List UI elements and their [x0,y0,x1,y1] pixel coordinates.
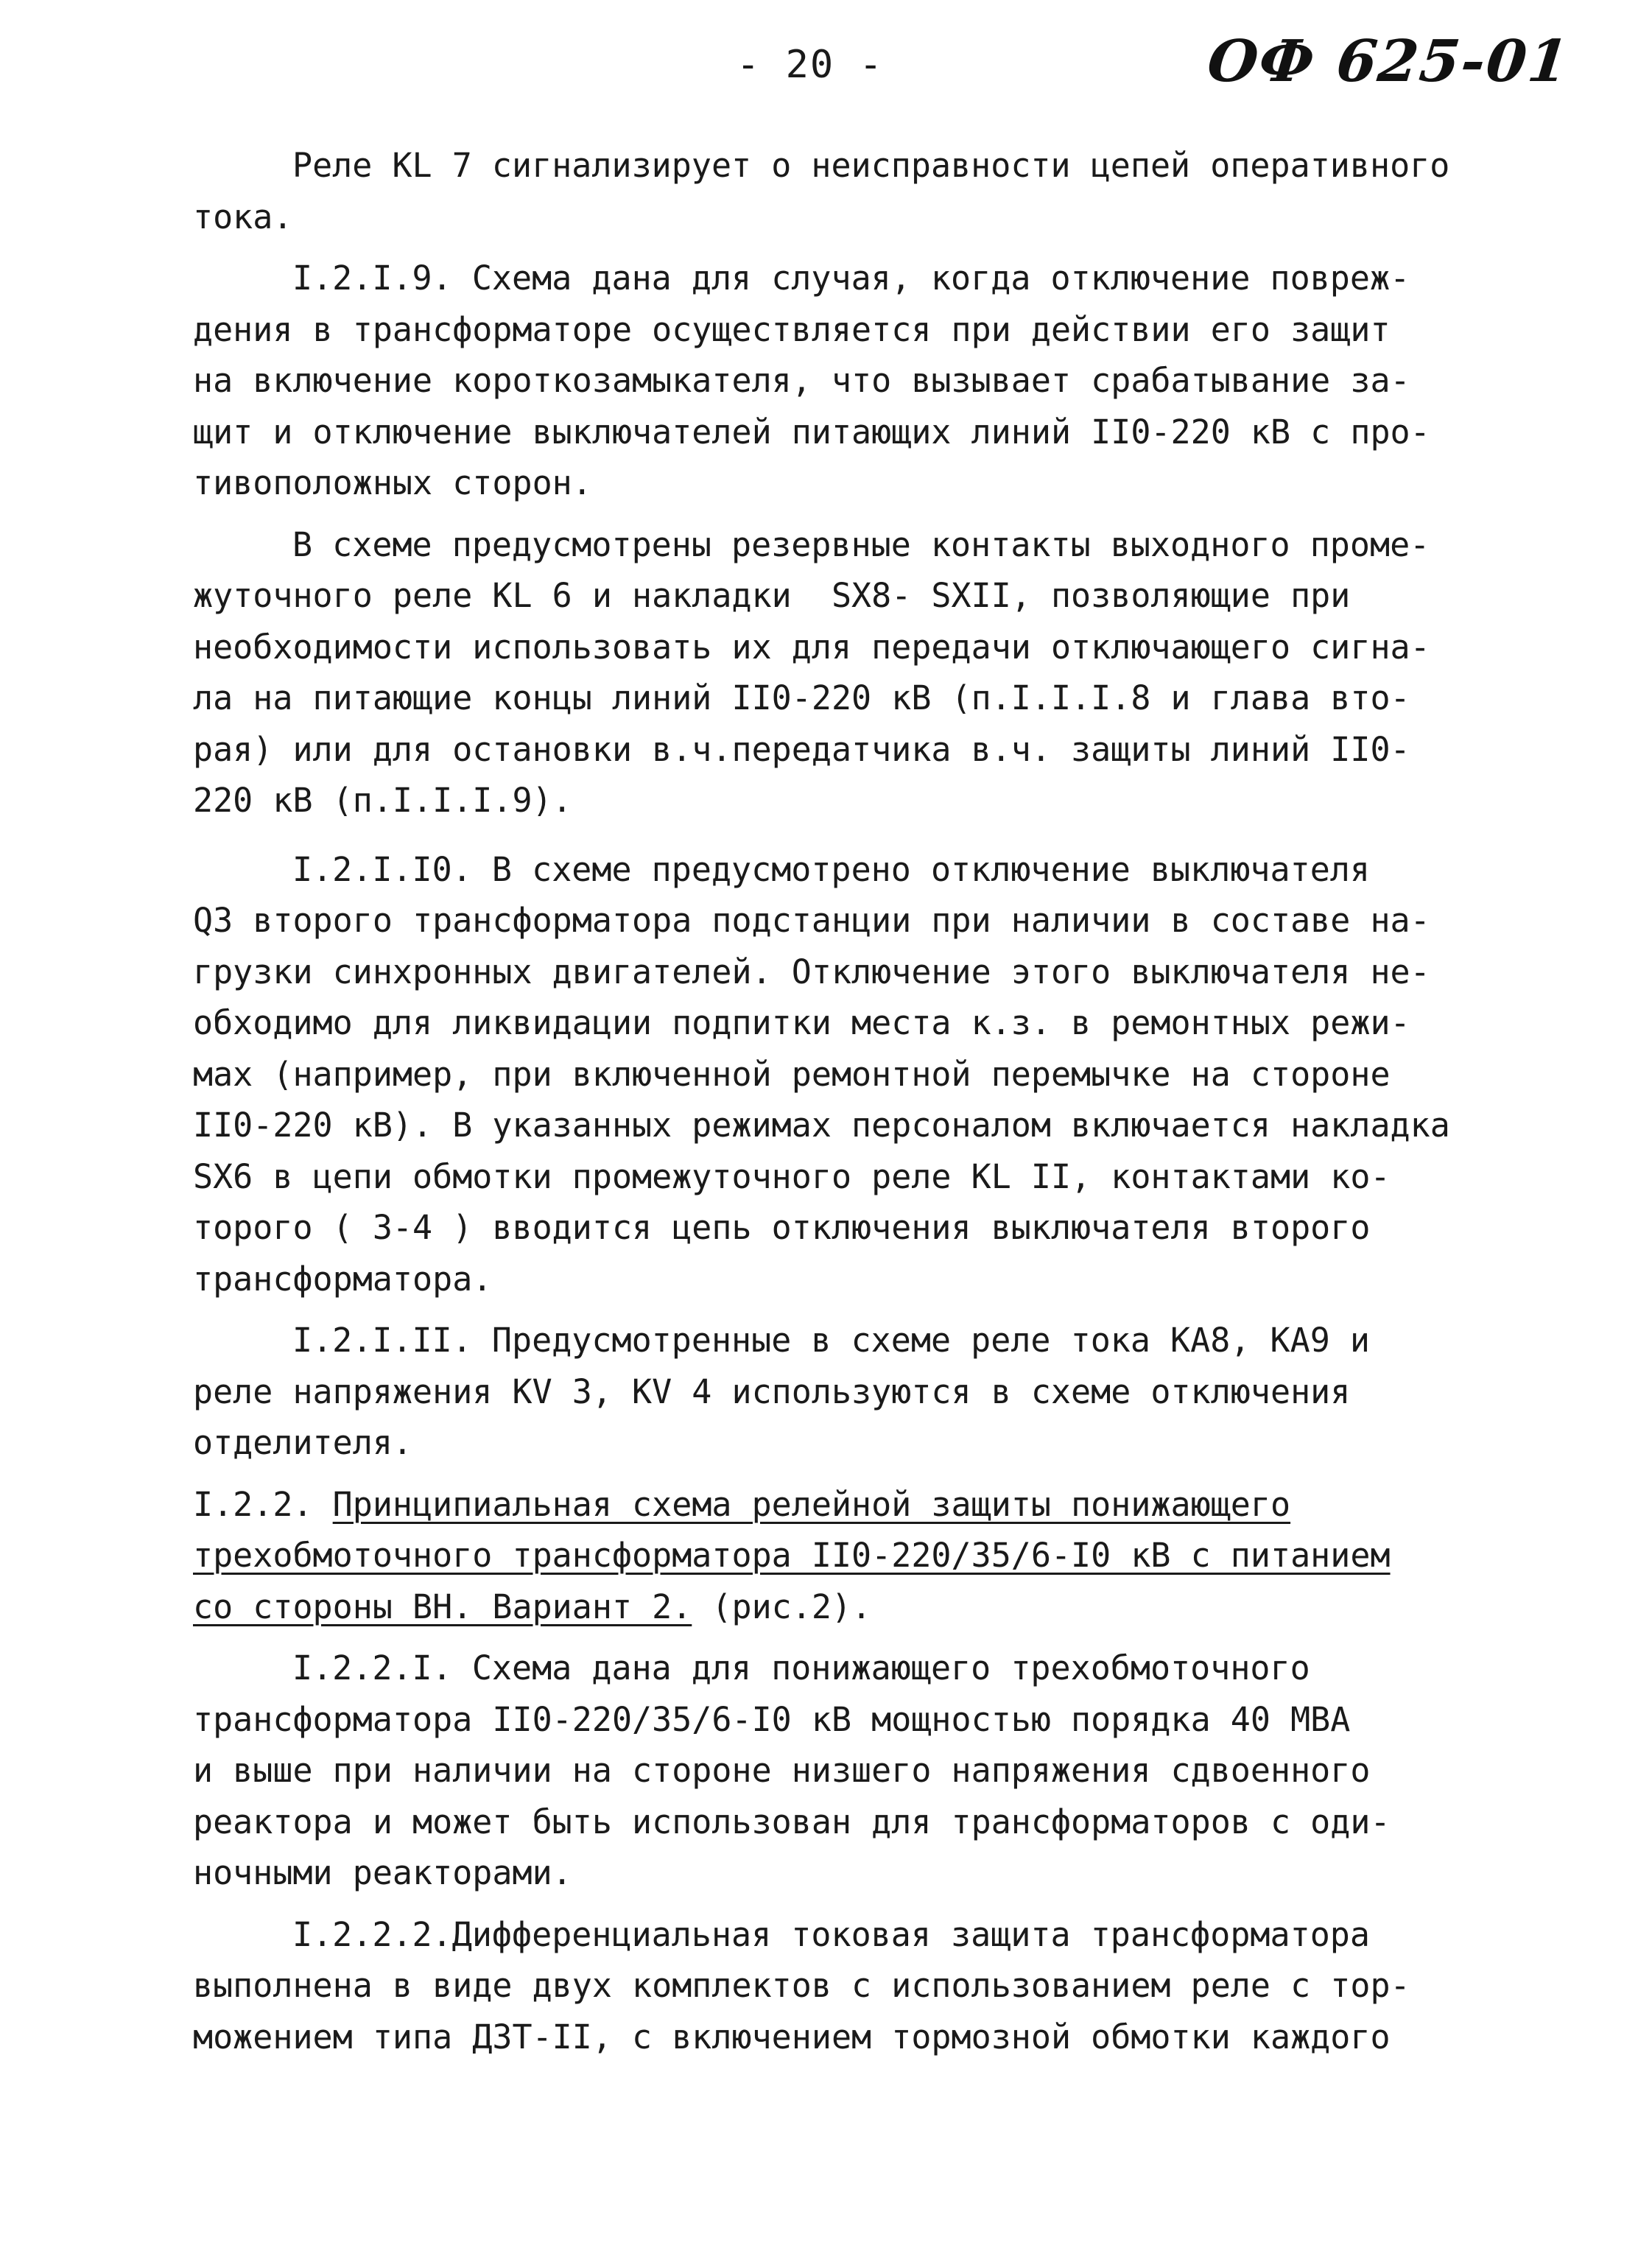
text-line: обходимо для ликвидации подпитки места к.з. в ремонтных режи- [193,1003,1410,1042]
text-line: В схеме предусмотрены резервные контакты выходного проме- [292,524,1430,564]
text-line: отделителя. [193,1423,413,1462]
text-line: торого ( 3-4 ) вводится цепь отключения выключателя второго [193,1208,1371,1247]
body-text [193,140,1519,2062]
text-line: II0-220 кВ). В указанных режимах персоналом включается накладка [193,1106,1450,1145]
text-line: I.2.2.I. Схема дана для понижающего трехобмоточного [292,1648,1310,1687]
heading-title: трехобмоточного трансформатора II0-220/35/6-I0 кВ с питанием [193,1536,1391,1575]
text-line: необходимости использовать их для передачи отключающего сигна- [193,627,1430,667]
text-line: реле напряжения КV 3, КV 4 используются в схеме отключения [193,1371,1351,1411]
text-line: трансформатора. [193,1259,493,1299]
paragraph [193,1315,1519,1469]
heading-line [193,1479,1519,1531]
section-heading [193,1479,1519,1633]
text-line: тивоположных сторон. [193,463,592,502]
text-line: I.2.2.2.Дифференциальная токовая защита трансформатора [292,1914,1370,1954]
heading-line [193,1530,1519,1581]
text-line: реактора и может быть использован для трансформаторов с оди- [193,1802,1391,1841]
text-line: ла на питающие концы линий II0-220 кВ (п.I.I.I.8 и глава вто- [193,678,1410,717]
document-code-handwritten: ОФ 625-01 [1204,28,1573,95]
text-line: трансформатора II0-220/35/6-I0 кВ мощностью порядка 40 МВА [193,1699,1351,1739]
text-line: грузки синхронных двигателей. Отключение этого выключателя не- [193,952,1430,991]
text-line: I.2.I.9. Схема дана для случая, когда отключение повреж- [292,259,1410,298]
paragraph [193,253,1519,509]
page-number: - 20 - [737,43,884,87]
heading-title: со стороны ВН. Вариант 2. [193,1587,692,1626]
paragraph [193,844,1519,1305]
text-line: 220 кВ (п.I.I.I.9). [193,781,572,820]
heading-title: Принципиальная схема релейной защиты понижающего [332,1484,1291,1524]
text-line: и выше при наличии на стороне низшего напряжения сдвоенного [193,1751,1371,1790]
paragraph [193,1909,1519,2063]
paragraph [193,140,1519,242]
heading-line [193,1581,1519,1633]
text-line: Реле КL 7 сигнализирует о неисправности цепей оперативного [292,146,1450,185]
text-line: I.2.I.I0. В схеме предусмотрено отключение выключателя [292,849,1370,889]
paragraph [193,1643,1519,1899]
text-line: можением типа ДЗТ-II, с включением тормозной обмотки каждого [193,2017,1391,2056]
text-line: ночными реакторами. [193,1853,572,1892]
text-line: тока. [193,197,293,236]
text-line: дения в трансформаторе осуществляется при действии его защит [193,309,1391,349]
text-line: рая) или для остановки в.ч.передатчика в.ч. защиты линий II0- [193,729,1410,769]
text-line: SX6 в цепи обмотки промежуточного реле КL II, контактами ко- [193,1156,1391,1196]
text-line: мах (например, при включенной ремонтной перемычке на стороне [193,1054,1391,1094]
heading-figure-ref: (рис.2). [692,1587,872,1626]
text-line: щит и отключение выключателей питающих линий II0-220 кВ с про- [193,412,1430,452]
heading-number: I.2.2. [193,1484,333,1524]
text-line: выполнена в виде двух комплектов с использованием реле с тор- [193,1966,1410,2005]
text-line: жуточного реле КL 6 и накладки SX8- SXII, позволяющие при [193,576,1351,615]
text-line: Q3 второго трансформатора подстанции при наличии в составе на- [193,901,1430,940]
paragraph [193,519,1519,826]
text-line: I.2.I.II. Предусмотренные в схеме реле тока КА8, КА9 и [292,1321,1370,1360]
text-line: на включение короткозамыкателя, что вызывает срабатывание за- [193,361,1410,400]
